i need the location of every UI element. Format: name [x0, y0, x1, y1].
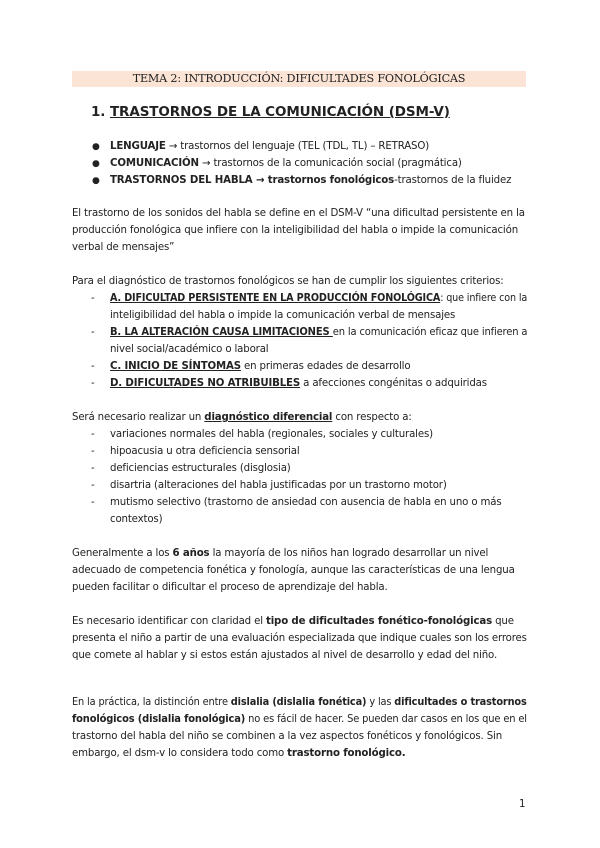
section-heading	[91, 104, 450, 120]
bullet-icon: ●	[92, 142, 100, 152]
practice-paragraph-line: trastorno del habla del niño se combinen a la vez aspectos fonéticos y fonológicos. Sin	[72, 731, 503, 742]
differential-item: disartria (alteraciones del habla justificadas por un trastorno motor)	[110, 480, 447, 491]
bullet-item: COMUNICACIÓN → trastornos de la comunicación social (pragmática)	[110, 158, 462, 169]
dash-marker: -	[91, 463, 95, 474]
section-number: 1.	[91, 104, 106, 120]
bullet-item: TRASTORNOS DEL HABLA → trastornos fonológicos-trastornos de la fluidez	[110, 175, 512, 186]
bullet-item: LENGUAJE → trastornos del lenguaje (TEL (TDL, TL) – RETRASO)	[110, 141, 430, 152]
bullet-icon: ●	[92, 176, 100, 186]
age-paragraph-line: adecuado de competencia fonética y fonología, aunque las características de una lengua	[72, 565, 515, 576]
differential-item-cont: contextos)	[110, 514, 163, 525]
criterion-a-cont: inteligibilidad del habla o impide la comunicación verbal de mensajes	[110, 310, 456, 321]
practice-paragraph-line: fonológicos (dislalia fonológica) no es fácil de hacer. Se pueden dar casos en los que en el	[72, 714, 527, 725]
dash-marker: -	[91, 327, 95, 338]
differential-item: variaciones normales del habla (regionales, sociales y culturales)	[110, 429, 433, 440]
definition-line: El trastorno de los sonidos del habla se define en el DSM-V “una dificultad persistente en la	[72, 208, 525, 219]
page-number: 1	[519, 799, 526, 810]
type-paragraph-line: que comete al hablar y si estos están ajustados al nivel de desarrollo y edad del niño.	[72, 650, 498, 661]
practice-paragraph-line: embargo, el dsm-v lo considera todo como trastorno fonológico.	[72, 748, 406, 759]
dash-marker: -	[91, 446, 95, 457]
age-paragraph-line: Generalmente a los 6 años la mayoría de los niños han logrado desarrollar un nivel	[72, 548, 489, 559]
criterion-b: B. LA ALTERACIÓN CAUSA LIMITACIONES en la comunicación eficaz que infieren a	[110, 327, 528, 338]
differential-item: mutismo selectivo (trastorno de ansiedad con ausencia de habla en uno o más	[110, 497, 502, 508]
section-heading-text: TRASTORNOS DE LA COMUNICACIÓN (DSM-V)	[109, 104, 450, 120]
dash-marker: -	[91, 361, 95, 372]
differential-item: deficiencias estructurales (disglosia)	[110, 463, 291, 474]
dash-marker: -	[91, 378, 95, 389]
page-title: TEMA 2: INTRODUCCIÓN: DIFICULTADES FONOLÓGICAS	[72, 71, 526, 87]
criteria-intro: Para el diagnóstico de trastornos fonológicos se han de cumplir los siguientes criterios:	[72, 276, 504, 287]
dash-marker: -	[91, 293, 95, 304]
definition-line: verbal de mensajes”	[72, 242, 175, 253]
age-paragraph-line: pueden facilitar o dificultar el proceso de aprendizaje del habla.	[72, 582, 388, 593]
differential-intro: Será necesario realizar un diagnóstico diferencial con respecto a:	[72, 412, 412, 423]
criterion-d: D. DIFICULTADES NO ATRIBUIBLES a afecciones congénitas o adquiridas	[110, 378, 487, 389]
criterion-c: C. INICIO DE SÍNTOMAS en primeras edades de desarrollo	[110, 361, 411, 372]
type-paragraph-line: Es necesario identificar con claridad el tipo de dificultades fonético-fonológicas que	[72, 616, 514, 627]
differential-item: hipoacusia u otra deficiencia sensorial	[110, 446, 300, 457]
dash-marker: -	[91, 429, 95, 440]
criterion-a: A. DIFICULTAD PERSISTENTE EN LA PRODUCCIÓN FONOLÓGICA: que infiere con la	[110, 293, 528, 304]
bullet-icon: ●	[92, 159, 100, 169]
practice-paragraph-line: En la práctica, la distinción entre dislalia (dislalia fonética) y las dificultades o trastornos	[72, 697, 527, 708]
criterion-b-cont: nivel social/académico o laboral	[110, 344, 269, 355]
dash-marker: -	[91, 497, 95, 508]
type-paragraph-line: presenta el niño a partir de una evaluación especializada que indique cuales son los errores	[72, 633, 527, 644]
dash-marker: -	[91, 480, 95, 491]
definition-line: producción fonológica que infiere con la inteligibilidad del habla o impide la comunicación	[72, 225, 518, 236]
